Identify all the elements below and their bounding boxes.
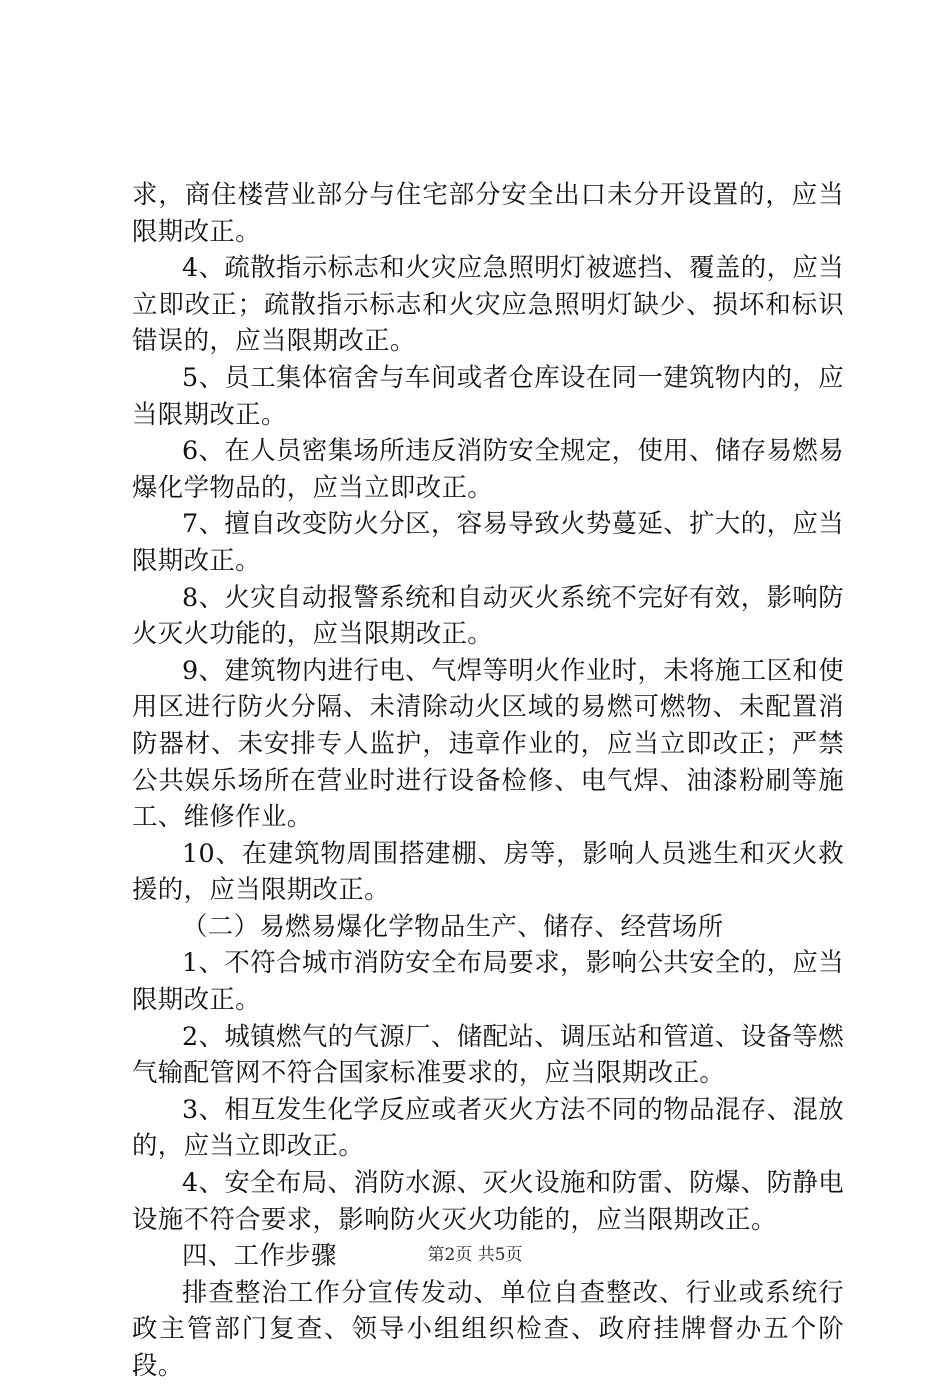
document-body [132, 176, 844, 1384]
page-number-label: 第2页 共5页 [427, 1245, 523, 1265]
paragraph-item-10-sheds: 10、在建筑物周围搭建棚、房等，影响人员逃生和灭火救援的，应当限期改正。 [132, 837, 844, 905]
paragraph-item-6-hazardous-materials: 6、在人员密集场所违反消防安全规定，使用、储存易燃易爆化学物品的，应当立即改正。 [132, 435, 844, 502]
paragraph-item-9-welding-work: 9、建筑物内进行电、气焊等明火作业时，未将施工区和使用区进行防火分隔、未清除动火区域的易燃可燃物、未配置消防器材、未安排专人监护，违章作业的，应当立即改正；严禁公共娱乐场所在营业时进行设备检修、电气焊、油漆粉刷等施工、维修作业。 [132, 654, 844, 832]
paragraph-item-7-fire-compartments: 7、擅自改变防火分区，容易导致火势蔓延、扩大的，应当限期改正。 [132, 508, 844, 575]
paragraph-item-1-city-layout: 1、不符合城市消防安全布局要求，影响公共安全的，应当限期改正。 [132, 947, 844, 1015]
paragraph-continuation: 求，商住楼营业部分与住宅部分安全出口未分开设置的，应当限期改正。 [132, 179, 844, 246]
paragraph-item-4-evacuation-signs: 4、疏散指示标志和火灾应急照明灯被遮挡、覆盖的，应当立即改正；疏散指示标志和火灾应急照明灯缺少、损坏和标识错误的，应当限期改正。 [132, 252, 844, 356]
paragraph-item-8-fire-alarm-system: 8、火灾自动报警系统和自动灭火系统不完好有效，影响防火灭火功能的，应当限期改正。 [132, 581, 844, 649]
paragraph-work-steps-description: 排查整治工作分宣传发动、单位自查整改、行业或系统行政主管部门复查、领导小组组织检查、政府挂牌督办五个阶段。 [132, 1276, 844, 1380]
paragraph-item-5-staff-dormitory: 5、员工集体宿舍与车间或者仓库设在同一建筑物内的，应当限期改正。 [132, 361, 844, 429]
section-heading-work-steps: 四、工作步骤 [182, 1240, 337, 1271]
page-footer [0, 1244, 950, 1266]
paragraph-item-4-safety-layout: 4、安全布局、消防水源、灭火设施和防雷、防爆、防静电设施不符合要求，影响防火灭火功能的，应当限期改正。 [132, 1167, 844, 1234]
paragraph-item-2-gas-network: 2、城镇燃气的气源厂、储配站、调压站和管道、设备等燃气输配管网不符合国家标准要求的，应当限期改正。 [132, 1020, 844, 1088]
paragraph-item-3-mixed-storage: 3、相互发生化学反应或者灭火方法不同的物品混存、混放的，应当立即改正。 [132, 1093, 844, 1161]
section-heading-flammable-sites: （二）易燃易爆化学物品生产、储存、经营场所 [182, 910, 724, 941]
